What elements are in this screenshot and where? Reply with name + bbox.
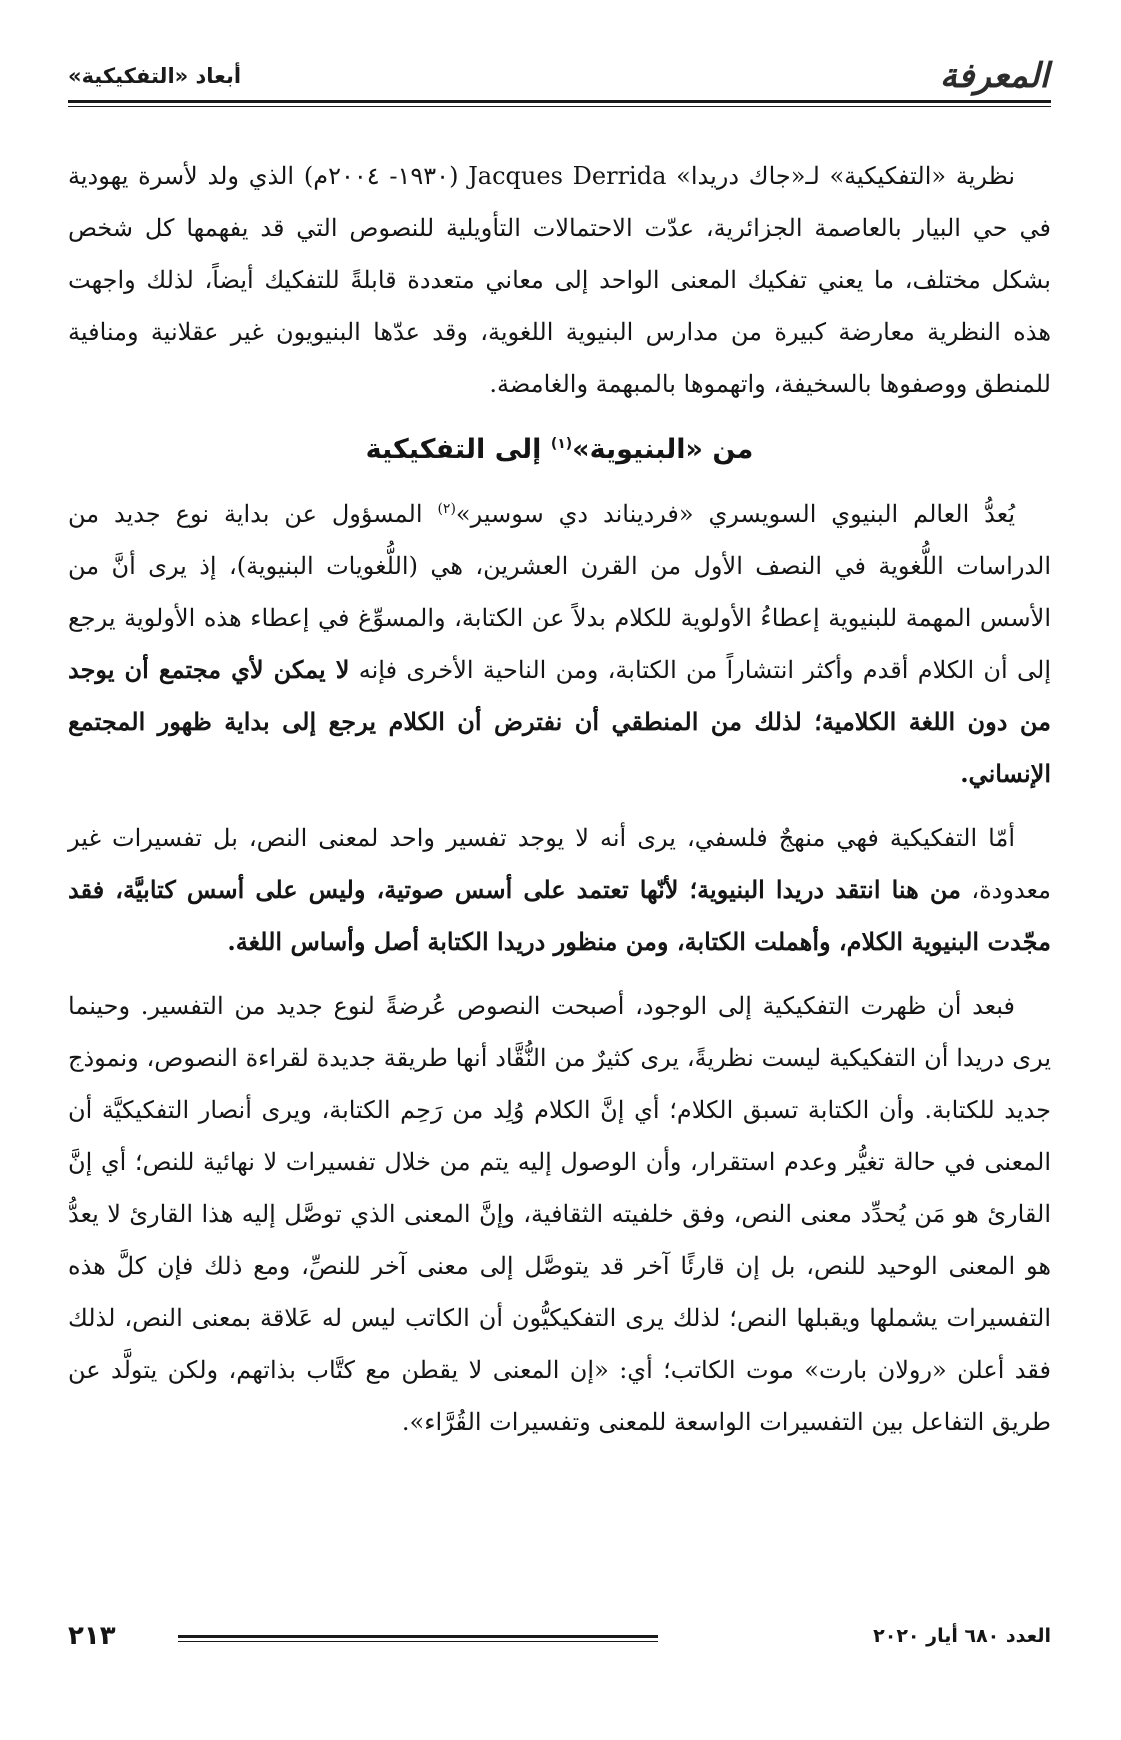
issue-label: العدد ٦٨٠ أيار ٢٠٢٠ [873, 1625, 1051, 1647]
heading-part-2: إلى التفكيكية [365, 434, 551, 465]
footer-rule-thin [178, 1641, 658, 1642]
page-footer [68, 1621, 1051, 1665]
footnote-ref-2: (٢) [437, 501, 456, 517]
article-body [68, 150, 1051, 1448]
paragraph-saussure-text-a: يُعدُّ العالم البنيوي السويسري «فرديناند دي سوسير» [455, 500, 1016, 528]
magazine-logo: المعرفة [939, 56, 1049, 96]
heading-part-1: من «البنيوية» [572, 434, 754, 465]
paragraph-saussure [68, 488, 1051, 800]
paragraph-deconstruction [68, 812, 1051, 968]
section-heading [68, 424, 1051, 476]
running-title: أبعاد «التفكيكية» [68, 64, 242, 88]
header-rule [68, 100, 1051, 103]
paragraph-deconstruction-text: أمّا التفكيكية فهي منهجٌ فلسفي، يرى أنه لا يوجد تفسير واحد لمعنى النص، بل تفسيرات غير معدودة، [68, 824, 1051, 904]
paragraph-reader: فبعد أن ظهرت التفكيكية إلى الوجود، أصبحت النصوص عُرضةً لنوع جديد من التفسير. وحينما يرى دريدا أن التفكيكية ليست نظريةً، يرى كثيرٌ من النُّقَّاد أنها طريقة جديدة لقراءة النصوص، ونموذج جديد للكتابة. وأن الكتابة تسبق الكلام؛ أي إنَّ الكلام وُلِد من رَحِم الكتابة، ويرى أنصار التفكيكيَّة أن المعنى في حالة تغيُّر وعدم استقرار، وأن الوصول إليه يتم من خلال تفسيرات لا نهائية للنص؛ أي إنَّ القارئ هو مَن يُحدِّد معنى النص، وفق خلفيته الثقافية، وإنَّ المعنى الذي توصَّل إليه هذا القارئ لا يعدُّ هو المعنى الوحيد للنص، بل إن قارئًا آخر قد يتوصَّل إلى معنى آخر للنصِّ، ومع ذلك فإن كلَّ هذه التفسيرات يشملها ويقبلها النص؛ لذلك يرى التفكيكيُّون أن الكاتب ليس له عَلاقة بمعنى النص، لذلك فقد أعلن «رولان بارت» موت الكاتب؛ أي: «إن المعنى لا يقطن مع كتَّاب بذاتهم، ولكن يتولَّد عن طريق التفاعل بين التفسيرات الواسعة للمعنى وتفسيرات القُرَّاء». [68, 992, 1052, 1436]
paragraph-intro: نظرية «التفكيكية» لـ«جاك دريدا» Jacques Derrida (١٩٣٠- ٢٠٠٤م) الذي ولد لأسرة يهودية في حي البيار بالعاصمة الجزائرية، عدّت الاحتمالات التأويلية للنصوص التي قد يفهمها كل شخص بشكل مختلف، ما يعني تفكيك المعنى الواحد إلى معاني متعددة قابلةً للتفكيك أيضاً، لذلك واجهت هذه النظرية معارضة كبيرة من مدارس البنيوية اللغوية، وقد عدّها البنيويون غير عقلانية ومنافية للمنطق ووصفوها بالسخيفة، واتهموها بالمبهمة والغامضة. [68, 162, 1051, 398]
paragraph-saussure-bold: لا يمكن لأي مجتمع أن يوجد من دون اللغة الكلامية؛ لذلك من المنطقي أن نفترض أن الكلام يرجع إلى بداية ظهور المجتمع الإنساني. [68, 655, 1051, 788]
footer-rule [178, 1635, 658, 1638]
footnote-ref-1: (١) [550, 436, 573, 452]
paragraph-saussure-text-b: المسؤول عن بداية نوع جديد من الدراسات اللُّغوية في النصف الأول من القرن العشرين، هي (اللُّغويات البنيوية)، إذ يرى أنَّ من الأسس المهمة للبنيوية إعطاءُ الأولوية للكلام بدلاً عن الكتابة، والمسوِّغ في إعطاء هذه الأولوية يرجع إلى أن الكلام أقدم وأكثر انتشاراً من الكتابة، ومن الناحية الأخرى فإنه [68, 500, 1052, 684]
page-header [68, 50, 1051, 102]
header-rule-thin [68, 106, 1051, 107]
page-number: ٢١٣ [68, 1621, 116, 1651]
paragraph-deconstruction-bold: من هنا انتقد دريدا البنيوية؛ لأنّها تعتمد على أسس صوتية، وليس على أسس كتابيَّة، فقد مجّدت البنيوية الكلام، وأهملت الكتابة، ومن منظور دريدا الكتابة أصل وأساس اللغة. [68, 875, 1051, 956]
